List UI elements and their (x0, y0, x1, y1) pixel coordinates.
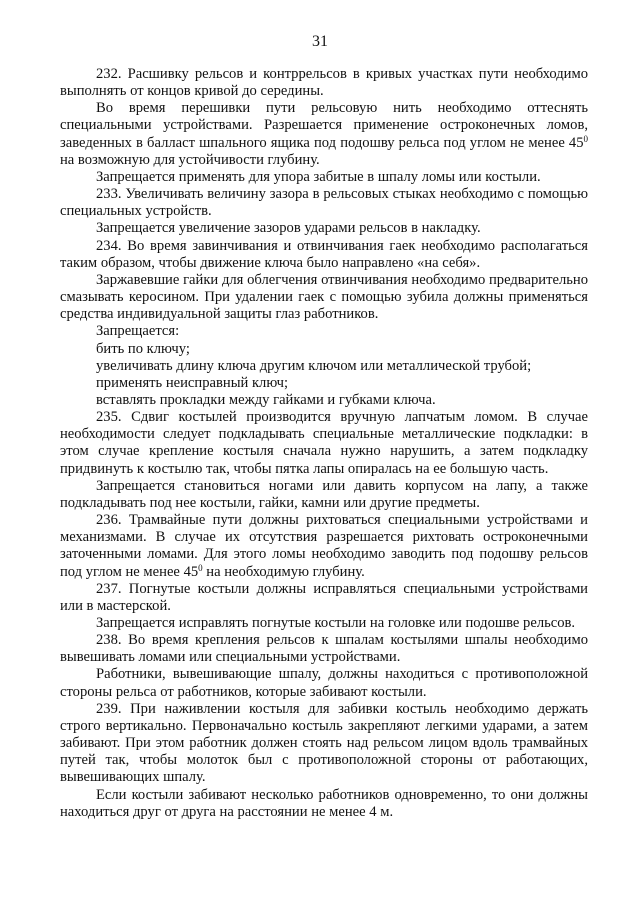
paragraph-238: 238. Во время крепления рельсов к шпалам костылями шпалы необходимо вывешивать ломами или специальными устройствами. (60, 632, 588, 666)
paragraph-236: 236. Трамвайные пути должны рихтоваться специальными устройствами и механизмами. В случае их отсутствия разрешается рихтовать остроконечными заточенными ломами. Для этого ломы необходимо заводить под подошву рельсов под углом не менее $45^0$ на необходимую глубину. (60, 512, 588, 580)
degree-sign: 0 (198, 562, 203, 573)
prohibition-item: бить по ключу; (96, 340, 190, 357)
paragraph-233-prohibition: Запрещается увеличение зазоров ударами рельсов в накладку. (96, 220, 481, 237)
paragraph-232: 232. Расшивку рельсов и контррельсов в кривых участках пути необходимо выполнять от концов кривой до середины. (60, 66, 588, 100)
paragraph-239: 239. При наживлении костыля для забивки костыль необходимо держать строго вертикально. Первоначально костыль закрепляют легкими ударами, а затем забивают. При этом работник должен стоять над рельсом лицом вдоль трамвайных путей так, чтобы молоток был с противоположной стороны от работающих, вывешивающих шпалу. (60, 700, 588, 786)
paragraph-237: 237. Погнутые костыли должны исправляться специальными устройствами или в мастерской. (60, 580, 588, 614)
prohibition-item: вставлять прокладки между гайками и губками ключа. (96, 391, 436, 408)
prohibition-item: увеличивать длину ключа другим ключом или металлической трубой; (96, 357, 532, 374)
paragraph-237-prohibition: Запрещается исправлять погнутые костыли на головке или подошве рельсов. (96, 615, 576, 631)
prohibition-heading: Запрещается: (96, 323, 180, 340)
prohibition-item: применять неисправный ключ; (96, 374, 289, 391)
document-body (60, 66, 588, 821)
paragraph-232-prohibition: Запрещается применять для упора забитые в шпалу ломы или костыли. (96, 168, 541, 185)
paragraph-234-rusted-nuts: Заржавевшие гайки для облегчения отвинчивания необходимо предварительно смазывать керосином. При удалении гаек с помощью зубила должны применяться средства индивидуальной защиты глаз работников. (60, 271, 588, 323)
paragraph-239-multiple-workers: Если костыли забивают несколько работников одновременно, то они должны находиться друг от друга на расстоянии не менее 4 м. (60, 786, 588, 820)
degree-sign: 0 (583, 133, 588, 144)
paragraph-235: 235. Сдвиг костылей производится вручную лапчатым ломом. В случае необходимости следует подкладывать специальные металлические подкладки: в этом случае крепление костыля сначала нужно нарушить, а затем подкладку придвинуть к костылю так, чтобы пятка лапы опиралась на ее большую часть. (60, 409, 588, 477)
page-number: 31 (312, 33, 328, 50)
paragraph-238-workers: Работники, вывешивающие шпалу, должны находиться с противоположной стороны рельса от работников, которые забивают костыли. (60, 666, 588, 700)
paragraph-232-regauging: Во время перешивки пути рельсовую нить необходимо оттеснять специальными устройствами. Разрешается применение остроконечных ломов, заведенных в балласт шпального ящика под подошву рельса под углом не менее $45^0$ на возможную для устойчивости глубину. (60, 100, 588, 168)
paragraph-234: 234. Во время завинчивания и отвинчивания гаек необходимо располагаться таким образом, чтобы движение ключа было направлено «на себя». (60, 237, 588, 271)
paragraph-233: 233. Увеличивать величину зазора в рельсовых стыках необходимо с помощью специальных устройств. (60, 186, 588, 220)
paragraph-235-prohibition: Запрещается становиться ногами или давить корпусом на лапу, а также подкладывать под нее костыли, гайки, камни или другие предметы. (60, 477, 588, 511)
